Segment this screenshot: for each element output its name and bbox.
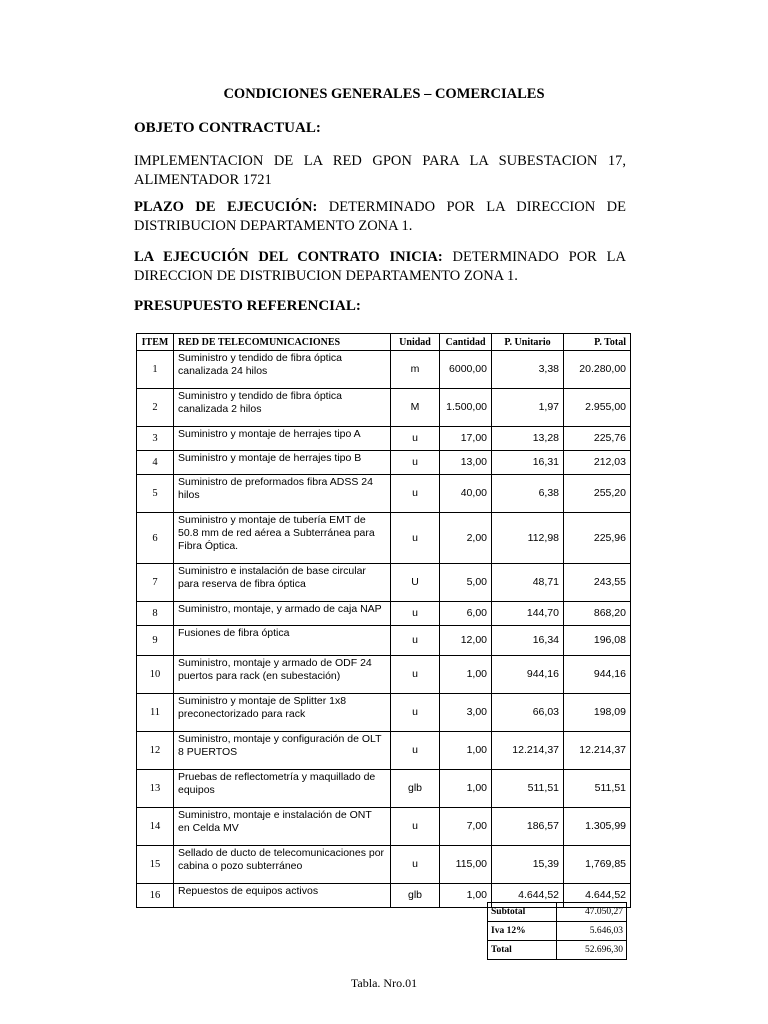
cell-description: Suministro y montaje de Splitter 1x8 preconectorizado para rack [174,694,391,732]
cell-description: Sellado de ducto de telecomunicaciones por cabina o pozo subterráneo [174,846,391,884]
cell-cantidad: 12,00 [440,626,492,656]
header-description: RED DE TELECOMUNICACIONES [174,334,391,351]
cell-cantidad: 17,00 [440,427,492,451]
cell-description: Suministro e instalación de base circular para reserva de fibra óptica [174,564,391,602]
cell-precio-total: 212,03 [564,451,631,475]
cell-precio-total: 196,08 [564,626,631,656]
cell-description: Pruebas de reflectometría y maquillado de equipos [174,770,391,808]
subtotal-label: Subtotal [488,903,557,922]
cell-cantidad: 1,00 [440,770,492,808]
presupuesto-heading: PRESUPUESTO REFERENCIAL: [134,298,361,314]
cell-unidad: m [391,351,440,389]
table-row [137,656,631,694]
header-item: ITEM [137,334,174,351]
table-row [137,808,631,846]
iva-label: Iva 12% [488,922,557,941]
cell-cantidad: 6,00 [440,602,492,626]
cell-precio-total: 243,55 [564,564,631,602]
cell-item: 15 [137,846,174,884]
totals-table [487,902,627,960]
cell-item: 14 [137,808,174,846]
cell-item: 4 [137,451,174,475]
cell-description: Suministro y tendido de fibra óptica canalizada 2 hilos [174,389,391,427]
cell-precio-unitario: 13,28 [492,427,564,451]
cell-precio-total: 4.644,52 [564,884,631,908]
cell-precio-total: 868,20 [564,602,631,626]
subtotal-value: 47.050,27 [557,903,627,922]
cell-description: Suministro, montaje e instalación de ONT en Celda MV [174,808,391,846]
cell-unidad: glb [391,770,440,808]
total-row [488,941,627,960]
cell-item: 6 [137,513,174,564]
cell-precio-unitario: 4.644,52 [492,884,564,908]
cell-unidad: u [391,846,440,884]
cell-precio-unitario: 186,57 [492,808,564,846]
cell-description: Suministro y montaje de herrajes tipo B [174,451,391,475]
cell-cantidad: 1,00 [440,884,492,908]
cell-description: Suministro de preformados fibra ADSS 24 hilos [174,475,391,513]
header-precio-unitario: P. Unitario [492,334,564,351]
cell-description: Fusiones de fibra óptica [174,626,391,656]
objeto-text: IMPLEMENTACION DE LA RED GPON PARA LA SUBESTACION 17, ALIMENTADOR 1721 [134,153,626,188]
cell-precio-total: 20.280,00 [564,351,631,389]
cell-precio-unitario: 3,38 [492,351,564,389]
subtotal-row [488,903,627,922]
cell-cantidad: 6000,00 [440,351,492,389]
cell-unidad: u [391,694,440,732]
cell-item: 12 [137,732,174,770]
cell-unidad: u [391,427,440,451]
table-row [137,451,631,475]
table-row [137,770,631,808]
cell-precio-total: 511,51 [564,770,631,808]
inicio-label: LA EJECUCIÓN DEL CONTRATO INICIA: [134,249,443,265]
objeto-heading: OBJETO CONTRACTUAL: [134,120,321,136]
cell-precio-unitario: 16,34 [492,626,564,656]
cell-cantidad: 1,00 [440,656,492,694]
cell-cantidad: 3,00 [440,694,492,732]
cell-precio-unitario: 66,03 [492,694,564,732]
cell-cantidad: 7,00 [440,808,492,846]
cell-precio-total: 1,769,85 [564,846,631,884]
cell-precio-unitario: 48,71 [492,564,564,602]
cell-unidad: M [391,389,440,427]
iva-row [488,922,627,941]
table-row [137,427,631,451]
cell-item: 5 [137,475,174,513]
table-caption: Tabla. Nro.01 [350,976,418,990]
cell-precio-unitario: 112,98 [492,513,564,564]
header-cantidad: Cantidad [440,334,492,351]
cell-item: 8 [137,602,174,626]
cell-description: Suministro, montaje, y armado de caja NAP [174,602,391,626]
cell-precio-unitario: 6,38 [492,475,564,513]
cell-item: 13 [137,770,174,808]
table-row [137,475,631,513]
cell-precio-unitario: 12.214,37 [492,732,564,770]
cell-precio-total: 255,20 [564,475,631,513]
cell-description: Suministro y montaje de tubería EMT de 50.8 mm de red aérea a Subterránea para Fibra Óptica. [174,513,391,564]
cell-item: 2 [137,389,174,427]
inicio-text: DETERMINADO POR LA DIRECCION DE DISTRIBUCION DEPARTAMENTO ZONA 1. [134,249,626,284]
cell-unidad: glb [391,884,440,908]
cell-unidad: u [391,602,440,626]
cell-item: 7 [137,564,174,602]
cell-precio-total: 944,16 [564,656,631,694]
plazo-label: PLAZO DE EJECUCIÓN: [134,199,318,215]
cell-unidad: u [391,451,440,475]
cell-precio-unitario: 944,16 [492,656,564,694]
cell-cantidad: 115,00 [440,846,492,884]
cell-precio-unitario: 511,51 [492,770,564,808]
table-row [137,564,631,602]
cell-precio-unitario: 16,31 [492,451,564,475]
table-row [137,389,631,427]
cell-precio-unitario: 15,39 [492,846,564,884]
cell-description: Suministro, montaje y configuración de OLT 8 PUERTOS [174,732,391,770]
total-value: 52.696,30 [557,941,627,960]
cell-unidad: u [391,656,440,694]
cell-cantidad: 13,00 [440,451,492,475]
cell-precio-total: 2.955,00 [564,389,631,427]
table-row [137,732,631,770]
cell-cantidad: 2,00 [440,513,492,564]
header-precio-total: P. Total [564,334,631,351]
plazo-text: DETERMINADO POR LA DIRECCION DE DISTRIBUCION DEPARTAMENTO ZONA 1. [134,199,626,234]
cell-unidad: u [391,513,440,564]
cell-description: Repuestos de equipos activos [174,884,391,908]
cell-precio-total: 225,96 [564,513,631,564]
table-row [137,846,631,884]
plazo-paragraph [134,198,626,236]
cell-description: Suministro, montaje y armado de ODF 24 puertos para rack (en subestación) [174,656,391,694]
iva-value: 5.646,03 [557,922,627,941]
cell-cantidad: 1,00 [440,732,492,770]
cell-precio-unitario: 144,70 [492,602,564,626]
cell-precio-total: 12.214,37 [564,732,631,770]
header-unidad: Unidad [391,334,440,351]
cell-unidad: u [391,808,440,846]
cell-item: 11 [137,694,174,732]
table-header-row [137,334,631,351]
cell-cantidad: 5,00 [440,564,492,602]
table-row [137,351,631,389]
total-label: Total [488,941,557,960]
cell-item: 1 [137,351,174,389]
cell-item: 9 [137,626,174,656]
cell-precio-total: 1.305,99 [564,808,631,846]
cell-unidad: u [391,475,440,513]
budget-table [136,333,631,908]
cell-unidad: U [391,564,440,602]
cell-cantidad: 1.500,00 [440,389,492,427]
cell-precio-unitario: 1,97 [492,389,564,427]
cell-description: Suministro y montaje de herrajes tipo A [174,427,391,451]
table-row [137,602,631,626]
cell-unidad: u [391,732,440,770]
cell-item: 16 [137,884,174,908]
table-row [137,513,631,564]
cell-cantidad: 40,00 [440,475,492,513]
cell-precio-total: 225,76 [564,427,631,451]
cell-item: 10 [137,656,174,694]
inicio-paragraph [134,248,626,286]
cell-item: 3 [137,427,174,451]
cell-unidad: u [391,626,440,656]
table-row [137,694,631,732]
cell-description: Suministro y tendido de fibra óptica canalizada 24 hilos [174,351,391,389]
cell-precio-total: 198,09 [564,694,631,732]
document-title: CONDICIONES GENERALES – COMERCIALES [223,86,545,102]
table-row [137,626,631,656]
